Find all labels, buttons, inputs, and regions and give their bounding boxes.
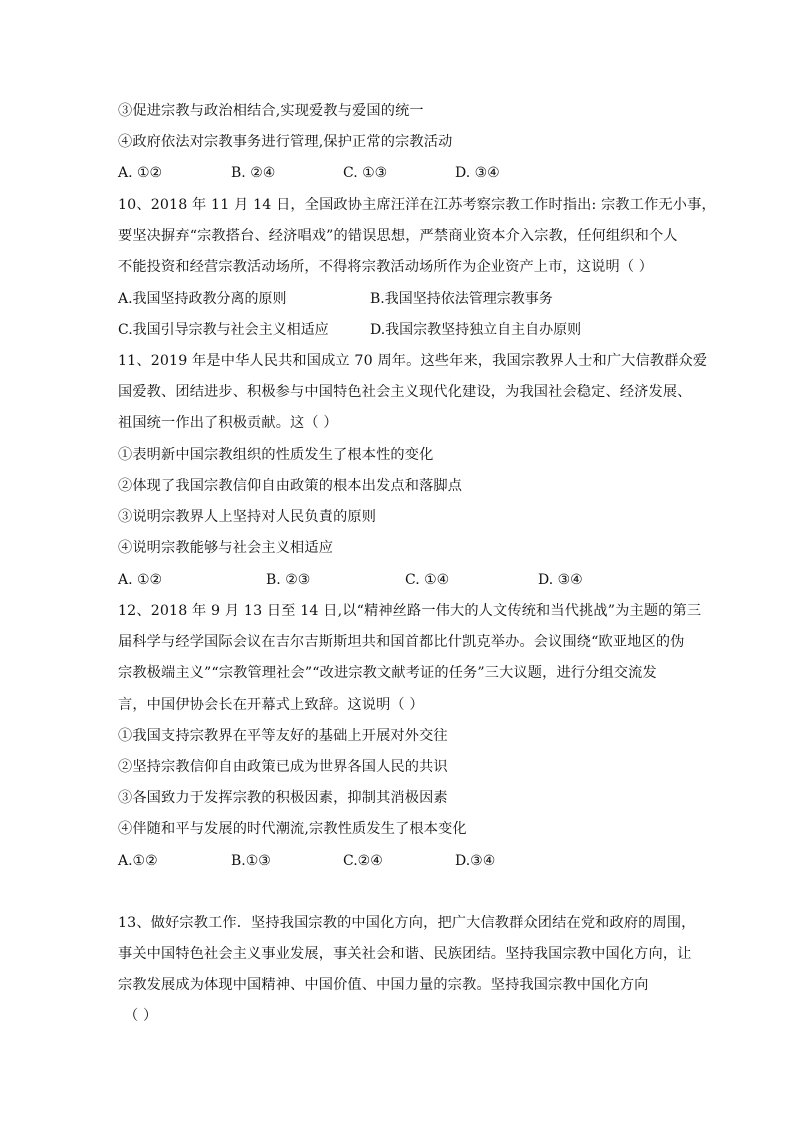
q12-option-d: D.③④: [455, 853, 496, 869]
q11-option-d: D. ③④: [538, 572, 583, 588]
q13-stem-line-2: 事关中国特色社会主义事业发展，事关社会和谐、民族团结。坚持我国宗教中国化方向，让: [118, 946, 692, 962]
q11-option-b: B. ②③: [266, 572, 311, 588]
q13-answer-blank: （ ）: [124, 1008, 158, 1024]
q11-statement-3: ③说明宗教界人上坚持对人民负責的原则: [118, 509, 377, 525]
q12-statement-3: ③各国致力于发挥宗教的积极因素，抑制其消极因素: [118, 790, 448, 806]
q12-option-b: B.①③: [231, 853, 271, 869]
q9-statement-4: ④政府依法对宗教事务进行管理,保护正常的宗教活动: [118, 134, 453, 150]
q12-stem-line-3: 宗教极端主义”“宗教管理社会”“改进宗教文献考证的任务”三大议题，进行分组交流发: [118, 665, 657, 681]
q11-statement-4: ④说明宗教能够与社会主义相适应: [118, 540, 334, 556]
q9-option-a: A. ①②: [118, 165, 163, 181]
q12-statement-1: ①我国支持宗教界在平等友好的基础上开展对外交往: [118, 728, 448, 744]
q9-option-c: C. ①③: [343, 165, 388, 181]
q13-stem-line-1: 13、做好宗教工作．坚持我国宗教的中国化方向，把广大信教群众团结在党和政府的周围，: [118, 915, 696, 931]
q12-stem-line-1: 12、2018 年 9 月 13 日至 14 日,以“精神丝路一伟大的人文传统和当代挑战”为主题的第三: [118, 603, 702, 619]
q11-option-c: C. ①④: [405, 572, 450, 588]
q9-option-d: D. ③④: [455, 165, 500, 181]
q11-stem-line-2: 国爱教、团结进步、积极参与中国特色社会主义现代化建设，为我国社会稳定、经济发展、: [118, 384, 692, 400]
q10-option-d: D.我国宗教坚持独立自主自办原则: [370, 322, 582, 338]
q11-statement-1: ①表明新中国宗教组织的性质发生了根本性的变化: [118, 447, 434, 463]
q11-option-a: A. ①②: [118, 572, 163, 588]
q11-statement-2: ②体现了我国宗教信仰自由政策的根本出发点和落脚点: [118, 478, 463, 494]
q10-stem-line-2: 要坚决摒弃“宗教搭台、经济唱戏”的错误思想，严禁商业资本介入宗教，任何组织和个人: [118, 228, 678, 244]
q9-option-b: B. ②④: [231, 165, 276, 181]
q9-statement-3: ③促进宗教与政治相结合,实现爱教与爱国的统一: [118, 103, 424, 119]
q10-option-a: A.我国坚持政教分离的原则: [118, 291, 287, 307]
q10-option-c: C.我国引导宗教与社会主义相适应: [118, 322, 329, 338]
q12-stem-line-2: 届科学与经学国际会议在吉尔吉斯斯坦共和国首都比什凯克举办。会议围绕“欧亚地区的伪: [118, 634, 685, 650]
q12-statement-2: ②坚持宗教信仰自由政策已成为世界各国人民的共识: [118, 759, 448, 775]
q12-option-a: A.①②: [118, 853, 158, 869]
q10-stem-line-3: 不能投资和经营宗教活动场所，不得将宗教活动场所作为企业资产上市，这说明（ ）: [118, 259, 654, 275]
q11-stem-line-1: 11、2019 年是中华人民共和国成立 70 周年。这些年来，我国宗教界人士和广大信教群众爱: [118, 353, 708, 369]
q10-stem-line-1: 10、2018 年 11 月 14 日，全国政协主席汪洋在江苏考察宗教工作时指出: 宗教工作无小事，: [118, 197, 716, 213]
q12-statement-4: ④伴随和平与发展的时代潮流,宗教性质发生了根本变化: [118, 821, 467, 837]
q11-stem-line-3: 祖国统一作出了积极贡献。这（ ）: [118, 415, 338, 431]
q12-option-c: C.②④: [343, 853, 383, 869]
q13-stem-line-3: 宗教发展成为体现中国精神、中国价值、中国力量的宗教。坚持我国宗教中国化方向: [118, 977, 649, 993]
q12-stem-line-4: 言，中国伊协会长在开幕式上致辞。这说明（ ）: [118, 697, 424, 713]
q10-option-b: B.我国坚持依法管理宗教事务: [370, 291, 553, 307]
